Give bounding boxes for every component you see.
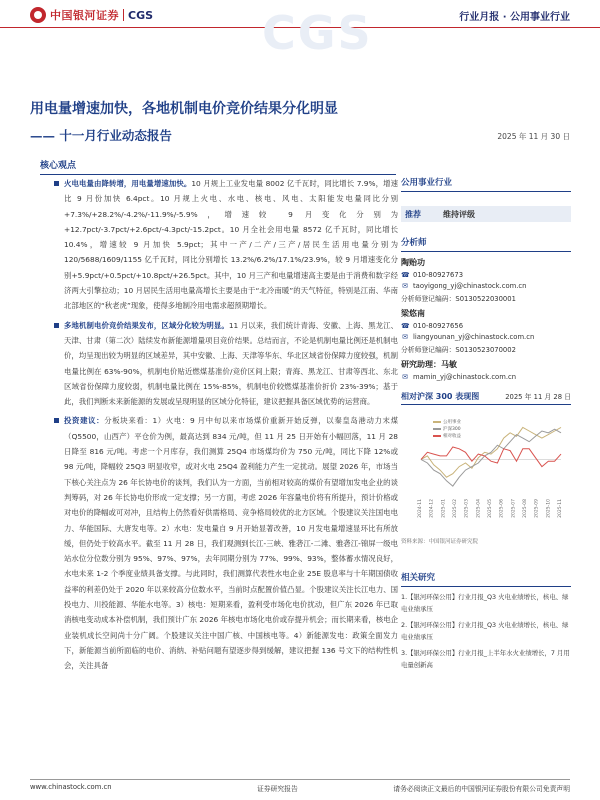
related-research-link[interactable]: 3.【银河环保公用】行业月报_上半年水火业绩增长，7 月用电量创新高 [401, 649, 570, 669]
analyst-name: 陶贻功 [401, 258, 425, 267]
page-footer [30, 779, 570, 793]
sidebar [401, 176, 571, 671]
bullet-icon [54, 181, 59, 186]
performance-chart-svg [401, 409, 571, 535]
bullet-icon [54, 418, 59, 423]
analyst-cert: 分析师登记编码：S0130523070002 [401, 346, 516, 354]
brand-mark-icon [30, 7, 46, 23]
report-date: 2025 年 11 月 30 日 [497, 132, 570, 141]
report-subtitle: —— 十一月行业动态报告 [30, 128, 172, 143]
footer-label: 证券研究报告 [257, 785, 298, 793]
x-tick-label: 2024-12 [429, 499, 435, 518]
phone-icon: ☎ [401, 271, 410, 279]
rating-label: 推荐 [405, 209, 421, 219]
rating-box [401, 206, 571, 222]
core-views-body [64, 176, 398, 678]
paragraph-text: 分板块来看：1）火电：9 月中旬以来市场煤价重新开始反弹，以秦皇岛港动力末煤（Q5500，山西产）平仓价为例，最高达到 834 元/吨，但 11 月 25 日开始有小幅回落，11 月 28 日降至 816 元/吨。考虑一个月库存，我们测算 25Q4 市场煤均价为 750 元/吨，同比下降 12%或 98 元/吨，降幅较 25Q3 明显收窄，或对火电 25Q4 盈利能力产生一定扰动。展望 2026 年，市场当下核心关注点为 26 年长协电价的谈判，我们认为一方面，当前相对较高的煤价有望增加发电企业的谈判筹码，对 26 年长协电价形成一定支撑；另一方面，考虑 2026 年容量电价将有所提升，预计价格或对电价的降幅或可对冲，且结构上仍然看好供需格局、竞争格局较优的北方区域。个股建议关注国电电力、华能国际、大唐发电等。2）水电：发电量自 9 月开始显著改善，10 月发电量增速显环比有所放缓，但仍处于较高水平。截至 11 月 28 日，我们观测到长江-三峡、雅砻江-二滩、雅砻江-锦屏一级电站水位分位数分别为 95%、97%、97%，去年同期分别为 77%、99%、93%，整体蓄水情况良好，水电未来 1-2 个季度业绩具备支撑。与此同时，我们测算代表性水电企业 25E 股息率与十年期国债收益率的利差仍处于 2020 年以来较高分位数水平，当前时点配置价值凸显。个股建议关注长江电力、国投电力、川投能源、华能水电等。3）核电：短期来看，盈利受市场化电价扰动，但广东 2026 年已取消核电变动成本补偿机制，我们预计广东 2026 年核电市场化电价或存提升机会；而长期来看，核电企业装机成长空间尚十分广阔。个股建议关注中国广核、中国核电等。4）新能源发电：政策全面发力下，新能源当前所面临的电价、消纳、补贴问题有望逐步得到缓解，建议把握 136 号文下的结构性机会，关注具备 [64, 416, 398, 671]
brand-divider [123, 9, 124, 21]
report-title: 用电量增速加快，各地机制电价竞价结果分化明显 [30, 101, 338, 117]
cgs-watermark: CGS [262, 6, 373, 60]
brand-name-en: CGS [128, 8, 154, 22]
x-tick-label: 2025-09 [534, 499, 540, 518]
x-tick-label: 2025-04 [476, 499, 482, 518]
paragraph-lead: 火电电量由降转增，用电量增速加快。 [64, 179, 192, 188]
analyst-heading: 分析师 [401, 236, 571, 252]
core-paragraph [64, 318, 398, 410]
analyst-email[interactable]: ✉ taoyigong_yj@chinastock.com.cn [402, 282, 527, 290]
bullet-icon [54, 323, 59, 328]
brand-logo [30, 7, 153, 23]
legend-item: 沪深300 [433, 426, 461, 432]
mail-icon: ✉ [402, 282, 408, 290]
core-paragraph [64, 176, 398, 314]
core-views-heading: 核心观点 [40, 158, 396, 175]
footer-disclaimer: 请务必阅读正文最后的中国银河证券股份有限公司免责声明 [393, 785, 570, 793]
analyst-phone: ☎ 010-80927673 [401, 271, 464, 279]
legend-item: 相对收益 [433, 433, 461, 439]
chart-date: 2025 年 11 月 28 日 [505, 393, 571, 401]
related-research-link[interactable]: 1.【银河环保公用】行业月报_Q3 火电业绩增长，核电、绿电业绩承压 [401, 593, 569, 613]
series-line-2 [421, 447, 561, 467]
assistant-name: 研究助理：马敏 [401, 360, 457, 369]
x-tick-label: 2025-11 [558, 499, 563, 518]
industry-heading: 公用事业行业 [401, 176, 571, 192]
phone-icon: ☎ [401, 322, 410, 330]
chart-title: 相对沪深 300 表现图 [401, 392, 480, 401]
report-type-label: 行业月报 · 公用事业行业 [459, 12, 570, 23]
mail-icon: ✉ [402, 373, 408, 381]
x-tick-label: 2025-10 [546, 499, 552, 518]
x-tick-label: 2025-07 [511, 499, 517, 518]
x-tick-label: 2025-06 [499, 499, 505, 518]
x-tick-label: 2025-03 [464, 499, 470, 518]
x-tick-label: 2025-01 [441, 499, 447, 518]
x-tick-label: 2025-02 [453, 499, 458, 518]
analyst-cert: 分析师登记编码：S0130522030001 [401, 295, 516, 303]
chart-legend [433, 419, 461, 440]
analyst-phone: ☎ 010-80927656 [401, 322, 464, 330]
paragraph-text: 11 月以来，我们统计青海、安徽、上海、黑龙江、天津、甘肃（第二次）陆续发布新能源增量项目竞价结果。总结而言，不论是机制电量比例还是机制电价，均呈现出较为明显的区域差异，其中安徽、上海、天津等华东、华北区域省份保障力度较强，机制电量比例在 63%-90%，机制电价贴近燃煤基准价/竞价区间上限；青海、黑龙江、甘肃等西北、东北区域省份保障力度较弱，机制电量比例在 15%-85%，机制电价较燃煤基准价折价 23%-39%；基于此，我们判断未来新能源的发展或呈现明显的区域分化特征，建议把握具备区域优势的运营商。 [64, 320, 398, 407]
analyst-name: 梁悠南 [401, 309, 425, 318]
analyst-email[interactable]: ✉ liangyounan_yj@chinastock.com.cn [402, 333, 535, 341]
paragraph-text: 10 月规上工业发电量 8002 亿千瓦时，同比增长 7.9%，增速比 9 月份加快 6.4pct。10 月规上火电、水电、核电、风电、太阳能发电量同比分别+7.3%/+28.2%/-4.2%/-11.9%/-5.9%，增速较 9 月变化分别为+12.7pct/-3.7pct/+2.6pct/-4.3pct/-15.2pct。10 月全社会用电量 8572 亿千瓦时，同比增长 10.4%，增速较 9 月加快 5.9pct；其中一产/二产/三产/居民生活用电量分别为 120/5688/1609/1155 亿千瓦时，同比分别增长 13.2%/6.2%/17.1%/23.9%，较 9 月增速变化分别+5.9pct/+0.5pct/+10.8pct/+26.5pct。其中，10 月三产和电量增速高主要是由于消费和数字经济两大引擎拉动；10 月居民生活用电量高增长主要是由于“北冷南暖”的天气特征，特别是江南、华南北部地区的“秋老虎”现象，使得多地制冷用电需求超预期增长。 [64, 179, 398, 311]
related-research-link[interactable]: 2.【银河环保公用】行业月报_Q3 火电业绩增长，核电、绿电业绩承压 [401, 621, 569, 641]
x-tick-label: 2024-11 [418, 499, 423, 518]
performance-chart [401, 409, 571, 535]
chart-source: 资料来源：中国银河证券研究院 [401, 539, 479, 545]
core-paragraph [64, 413, 398, 673]
related-research-heading: 相关研究 [401, 571, 571, 587]
x-tick-label: 2025-05 [488, 499, 493, 518]
legend-item: 公用事业 [433, 419, 461, 425]
paragraph-lead: 多地机制电价竞价结果发布，区域分化较为明显。 [64, 320, 229, 330]
rating-value: 维持评级 [443, 209, 475, 219]
brand-name-cn: 中国银河证券 [50, 9, 119, 22]
paragraph-lead: 投资建议： [64, 416, 105, 426]
assistant-email[interactable]: ✉ mamin_yj@chinastock.com.cn [402, 373, 517, 381]
footer-website[interactable]: www.chinastock.com.cn [30, 783, 112, 791]
chart-heading [401, 391, 571, 405]
x-tick-label: 2025-08 [523, 499, 528, 518]
mail-icon: ✉ [402, 333, 408, 341]
